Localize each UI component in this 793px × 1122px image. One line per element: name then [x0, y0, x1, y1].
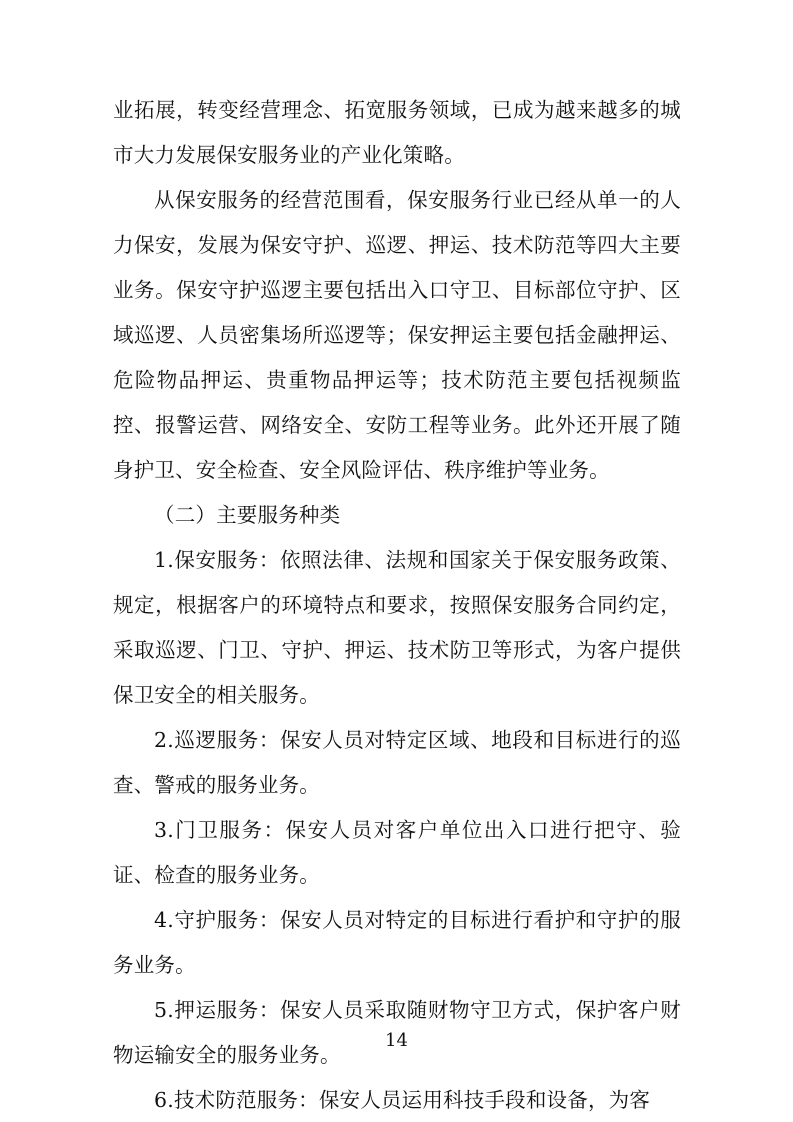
page-number: 14 — [385, 1030, 408, 1051]
section-heading: （二）主要服务种类 — [154, 503, 341, 527]
paragraph: 3.门卫服务：保安人员对客户单位出入口进行把守、验证、检查的服务业务。 — [113, 818, 681, 887]
paragraph: 5.押运服务：保安人员采取随财物守卫方式，保护客户财物运输安全的服务业务。 — [113, 998, 681, 1067]
page-body — [113, 88, 681, 1122]
paragraph: 业拓展，转变经营理念、拓宽服务领域，已成为越来越多的城市大力发展保安服务业的产业化策略。 — [113, 98, 681, 167]
paragraph: 从保安服务的经营范围看，保安服务行业已经从单一的人力保安，发展为保安守护、巡逻、押运、技术防范等四大主要业务。保安守护巡逻主要包括出入口守卫、目标部位守护、区域巡逻、人员密集场所巡逻等；保安押运主要包括金融押运、危险物品押运、贵重物品押运等；技术防范主要包括视频监控、报警运营、网络安全、安防工程等业务。此外还开展了随身护卫、安全检查、安全风险评估、秩序维护等业务。 — [113, 188, 681, 482]
paragraph: 6.技术防范服务：保安人员运用科技手段和设备，为客 — [154, 1088, 651, 1112]
paragraph: 4.守护服务：保安人员对特定的目标进行看护和守护的服务业务。 — [113, 908, 681, 977]
paragraph: 1.保安服务：依照法律、法规和国家关于保安服务政策、规定，根据客户的环境特点和要求，按照保安服务合同约定，采取巡逻、门卫、守护、押运、技术防卫等形式，为客户提供保卫安全的相关服务。 — [113, 548, 681, 707]
paragraph: 2.巡逻服务：保安人员对特定区域、地段和目标进行的巡查、警戒的服务业务。 — [113, 728, 681, 797]
